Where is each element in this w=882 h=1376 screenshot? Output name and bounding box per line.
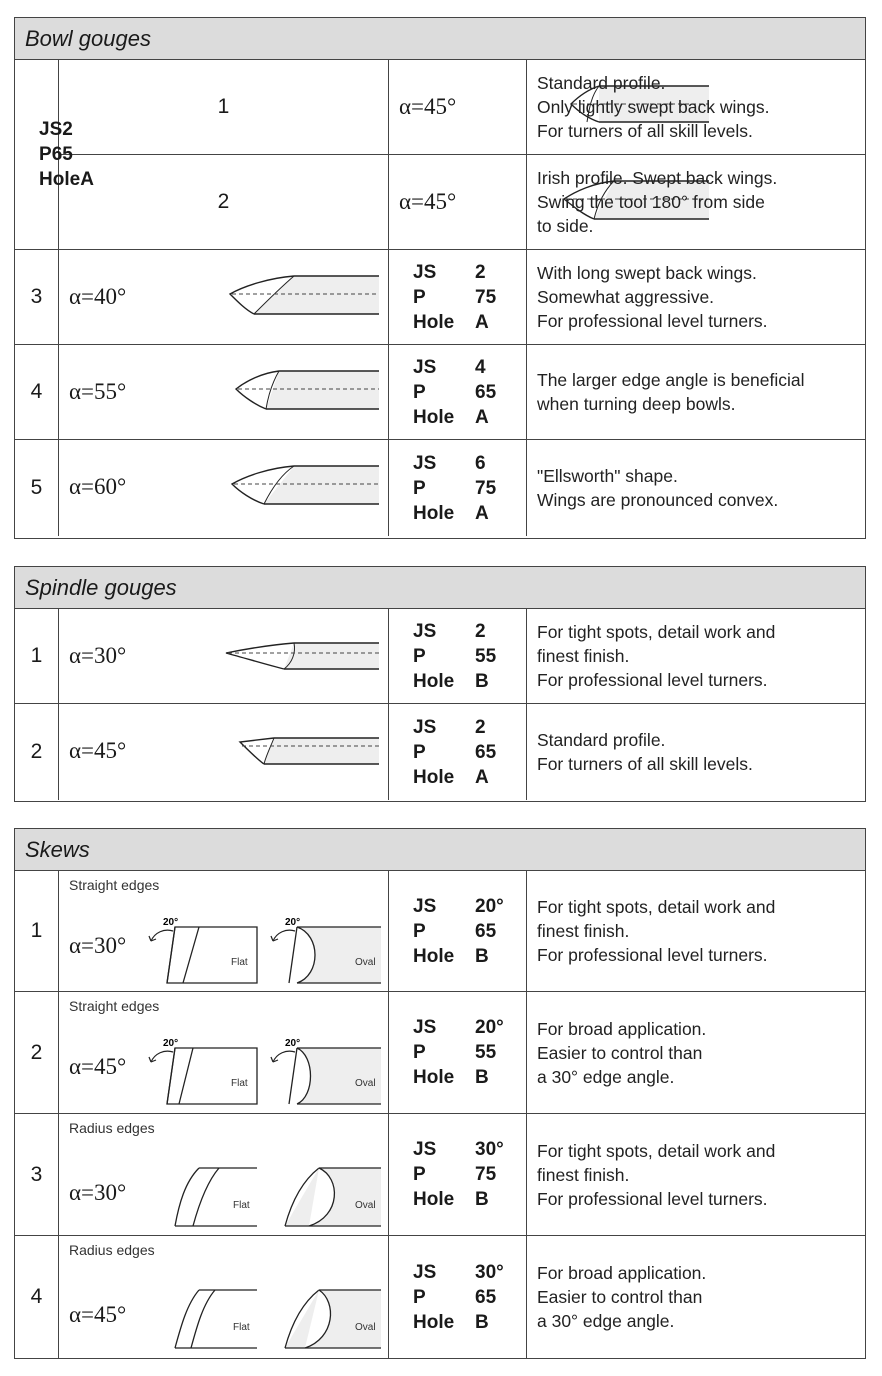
svg-text:Flat: Flat <box>233 1200 250 1211</box>
row-number: 2 <box>15 704 59 800</box>
bowl-gouges-table <box>14 17 866 539</box>
straight-skew-oval-icon <box>259 1038 383 1106</box>
description: Standard profile. Only lightly swept back wings. For turners of all skill levels. <box>527 60 865 155</box>
edge-type-label: Straight edges <box>69 998 160 1014</box>
straight-skew-flat-icon <box>139 917 259 985</box>
codes: JS 20° P 55 Hole B <box>389 992 527 1114</box>
edge-type-label: Radius edges <box>69 1242 155 1258</box>
skews-table <box>14 828 866 1359</box>
svg-text:20°: 20° <box>285 917 301 928</box>
row-number: 4 <box>15 345 59 440</box>
description: The larger edge angle is beneficial when turning deep bowls. <box>527 345 865 440</box>
description: Irish profile. Swept back wings. Swing the tool 180° from side to side. <box>527 155 865 250</box>
radius-skew-oval-icon <box>279 1164 383 1230</box>
edge-angle: α=30° <box>69 933 127 958</box>
row-number: 3 <box>15 250 59 345</box>
svg-text:Flat: Flat <box>231 1078 248 1089</box>
codes: JS 20° P 65 Hole B <box>389 871 527 992</box>
row-number: 2 <box>59 155 389 250</box>
radius-skew-flat-icon <box>169 1286 259 1352</box>
straight-skew-flat-icon <box>139 1038 259 1106</box>
row-number: 5 <box>15 440 59 536</box>
section-title: Spindle gouges <box>15 567 865 609</box>
codes: JS 4 P 65 Hole A <box>389 345 527 440</box>
edge-angle: α=30° <box>69 1180 127 1205</box>
description: For broad application. Easier to control than a 30° edge angle. <box>537 1263 707 1331</box>
edge-angle: α=30° <box>69 643 127 668</box>
description: With long swept back wings. Somewhat aggressive. For professional level turners. <box>527 250 865 345</box>
svg-text:Oval: Oval <box>355 1322 376 1333</box>
section-title: Bowl gouges <box>15 18 865 60</box>
description: For tight spots, detail work and finest finish. For professional level turners. <box>527 1114 865 1236</box>
row-number: 1 <box>15 871 59 992</box>
profile-cell <box>59 345 389 440</box>
svg-text:Oval: Oval <box>355 1078 376 1089</box>
profile-cell <box>59 871 389 992</box>
flat-label: Flat <box>231 957 248 968</box>
profile-cell <box>389 155 527 250</box>
spindle-gouge-profile-icon <box>224 639 379 679</box>
edge-angle: α=60° <box>69 474 127 499</box>
profile-cell <box>389 60 527 155</box>
row-number: 3 <box>15 1114 59 1236</box>
straight-skew-oval-icon <box>259 917 383 985</box>
description: For tight spots, detail work and finest finish. For professional level turners. <box>527 609 865 704</box>
row-number: 1 <box>15 609 59 704</box>
profile-cell <box>59 440 389 536</box>
profile-cell <box>59 609 389 704</box>
spindle-gouges-table <box>14 566 866 802</box>
edge-angle: α=40° <box>69 284 127 309</box>
edge-angle: α=45° <box>399 189 457 214</box>
codes: JS 2 P 55 Hole B <box>389 609 527 704</box>
edge-angle: α=45° <box>69 738 127 763</box>
edge-type-label: Straight edges <box>69 877 160 893</box>
profile-cell <box>59 704 389 800</box>
row-number: 1 <box>59 60 389 155</box>
tilt-angle-label: 20° <box>163 917 179 928</box>
edge-angle: α=45° <box>69 1054 127 1079</box>
oval-label: Oval <box>355 957 376 968</box>
edge-angle: α=45° <box>399 94 457 119</box>
description: For tight spots, detail work and finest finish. For professional level turners. <box>527 871 865 992</box>
profile-cell <box>59 992 389 1114</box>
spindle-gouge-profile-icon <box>234 734 379 774</box>
edge-angle: α=55° <box>69 379 127 404</box>
codes: JS 2 P 75 Hole A <box>389 250 527 345</box>
radius-skew-oval-icon <box>279 1286 383 1352</box>
description: Standard profile. For turners of all skill levels. <box>537 730 753 774</box>
svg-text:20°: 20° <box>163 1038 179 1049</box>
edge-angle: α=45° <box>69 1302 127 1327</box>
bowl-gouge-profile-icon <box>224 272 379 328</box>
codes: JS 6 P 75 Hole A <box>389 440 527 536</box>
row-number: 2 <box>15 992 59 1114</box>
shared-codes: JS 2 P 65 Hole A <box>15 60 59 250</box>
bowl-gouge-profile-icon <box>224 367 379 423</box>
svg-text:Flat: Flat <box>233 1322 250 1333</box>
codes: JS 2 P 65 Hole A <box>389 704 527 800</box>
profile-cell <box>59 1114 389 1236</box>
svg-text:Oval: Oval <box>355 1200 376 1211</box>
description: "Ellsworth" shape. Wings are pronounced convex. <box>537 466 779 510</box>
codes: JS 30° P 65 Hole B <box>389 1236 527 1358</box>
svg-text:20°: 20° <box>285 1038 301 1049</box>
profile-cell <box>59 1236 389 1358</box>
row-number: 4 <box>15 1236 59 1358</box>
edge-type-label: Radius edges <box>69 1120 155 1136</box>
description: For broad application. Easier to control than a 30° edge angle. <box>527 992 865 1114</box>
profile-cell <box>59 250 389 345</box>
bowl-gouge-profile-icon <box>224 462 379 518</box>
radius-skew-flat-icon <box>169 1164 259 1230</box>
codes: JS 30° P 75 Hole B <box>389 1114 527 1236</box>
section-title: Skews <box>15 829 865 871</box>
